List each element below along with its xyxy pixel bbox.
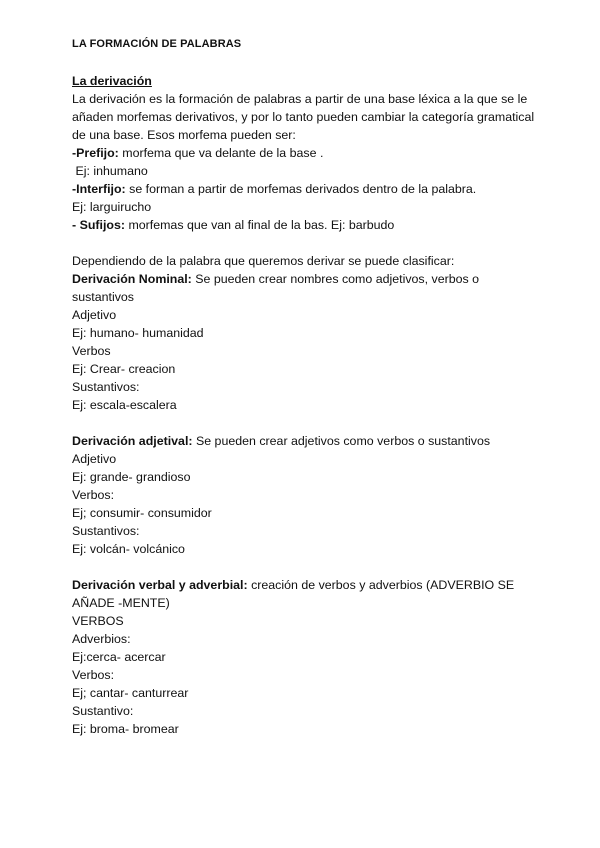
- nominal-line: Ej: humano- humanidad: [72, 326, 204, 340]
- adjetival-line: Ej: grande- grandioso: [72, 470, 191, 484]
- prefijo-example: Ej: inhumano: [72, 164, 148, 178]
- adjetival-heading: Derivación adjetival: Se pueden crear adjetivos como verbos o sustantivos: [72, 434, 491, 448]
- section-heading-derivacion: La derivación: [72, 74, 152, 88]
- verbal-heading: Derivación verbal y adverbial: creación de verbos y adverbios (ADVERBIO SE AÑADE -MENTE): [72, 578, 515, 610]
- sufijo-line: - Sufijos: morfemas que van al final de la bas. Ej: barbudo: [72, 218, 395, 232]
- prefijo-line: -Prefijo: morfema que va delante de la base .: [72, 146, 324, 160]
- verbal-line: Ej:cerca- acercar: [72, 650, 166, 664]
- adjetival-line: Sustantivos:: [72, 524, 140, 538]
- nominal-line: Verbos: [72, 344, 111, 358]
- verbal-line: VERBOS: [72, 614, 124, 628]
- verbal-line: Verbos:: [72, 668, 115, 682]
- adjetival-line: Ej: volcán- volcánico: [72, 542, 185, 556]
- verbal-line: Ej; cantar- canturrear: [72, 686, 189, 700]
- clasificacion-text: Dependiendo de la palabra que queremos derivar se puede clasificar:: [72, 254, 455, 268]
- adjetival-line: Verbos:: [72, 488, 115, 502]
- adjetival-line: Ej; consumir- consumidor: [72, 506, 212, 520]
- verbal-line: Adverbios:: [72, 632, 131, 646]
- interfijo-line: -Interfijo: se forman a partir de morfemas derivados dentro de la palabra.: [72, 182, 477, 196]
- nominal-line: Ej: Crear- creacion: [72, 362, 176, 376]
- nominal-line: Ej: escala-escalera: [72, 398, 177, 412]
- nominal-heading: Derivación Nominal: Se pueden crear nombres como adjetivos, verbos o sustantivos: [72, 272, 480, 304]
- document-title: LA FORMACIÓN DE PALABRAS: [72, 38, 242, 50]
- verbal-line: Sustantivo:: [72, 704, 134, 718]
- interfijo-example: Ej: larguirucho: [72, 200, 152, 214]
- adjetival-line: Adjetivo: [72, 452, 117, 466]
- document-page: [72, 36, 542, 738]
- verbal-line: Ej: broma- bromear: [72, 722, 179, 736]
- derivacion-intro: La derivación es la formación de palabras a partir de una base léxica a la que se le añaden morfemas derivativos, y por lo tanto pueden cambiar la categoría gramatical de una base. Esos morfema pueden ser:: [72, 92, 535, 142]
- nominal-line: Sustantivos:: [72, 380, 140, 394]
- nominal-line: Adjetivo: [72, 308, 117, 322]
